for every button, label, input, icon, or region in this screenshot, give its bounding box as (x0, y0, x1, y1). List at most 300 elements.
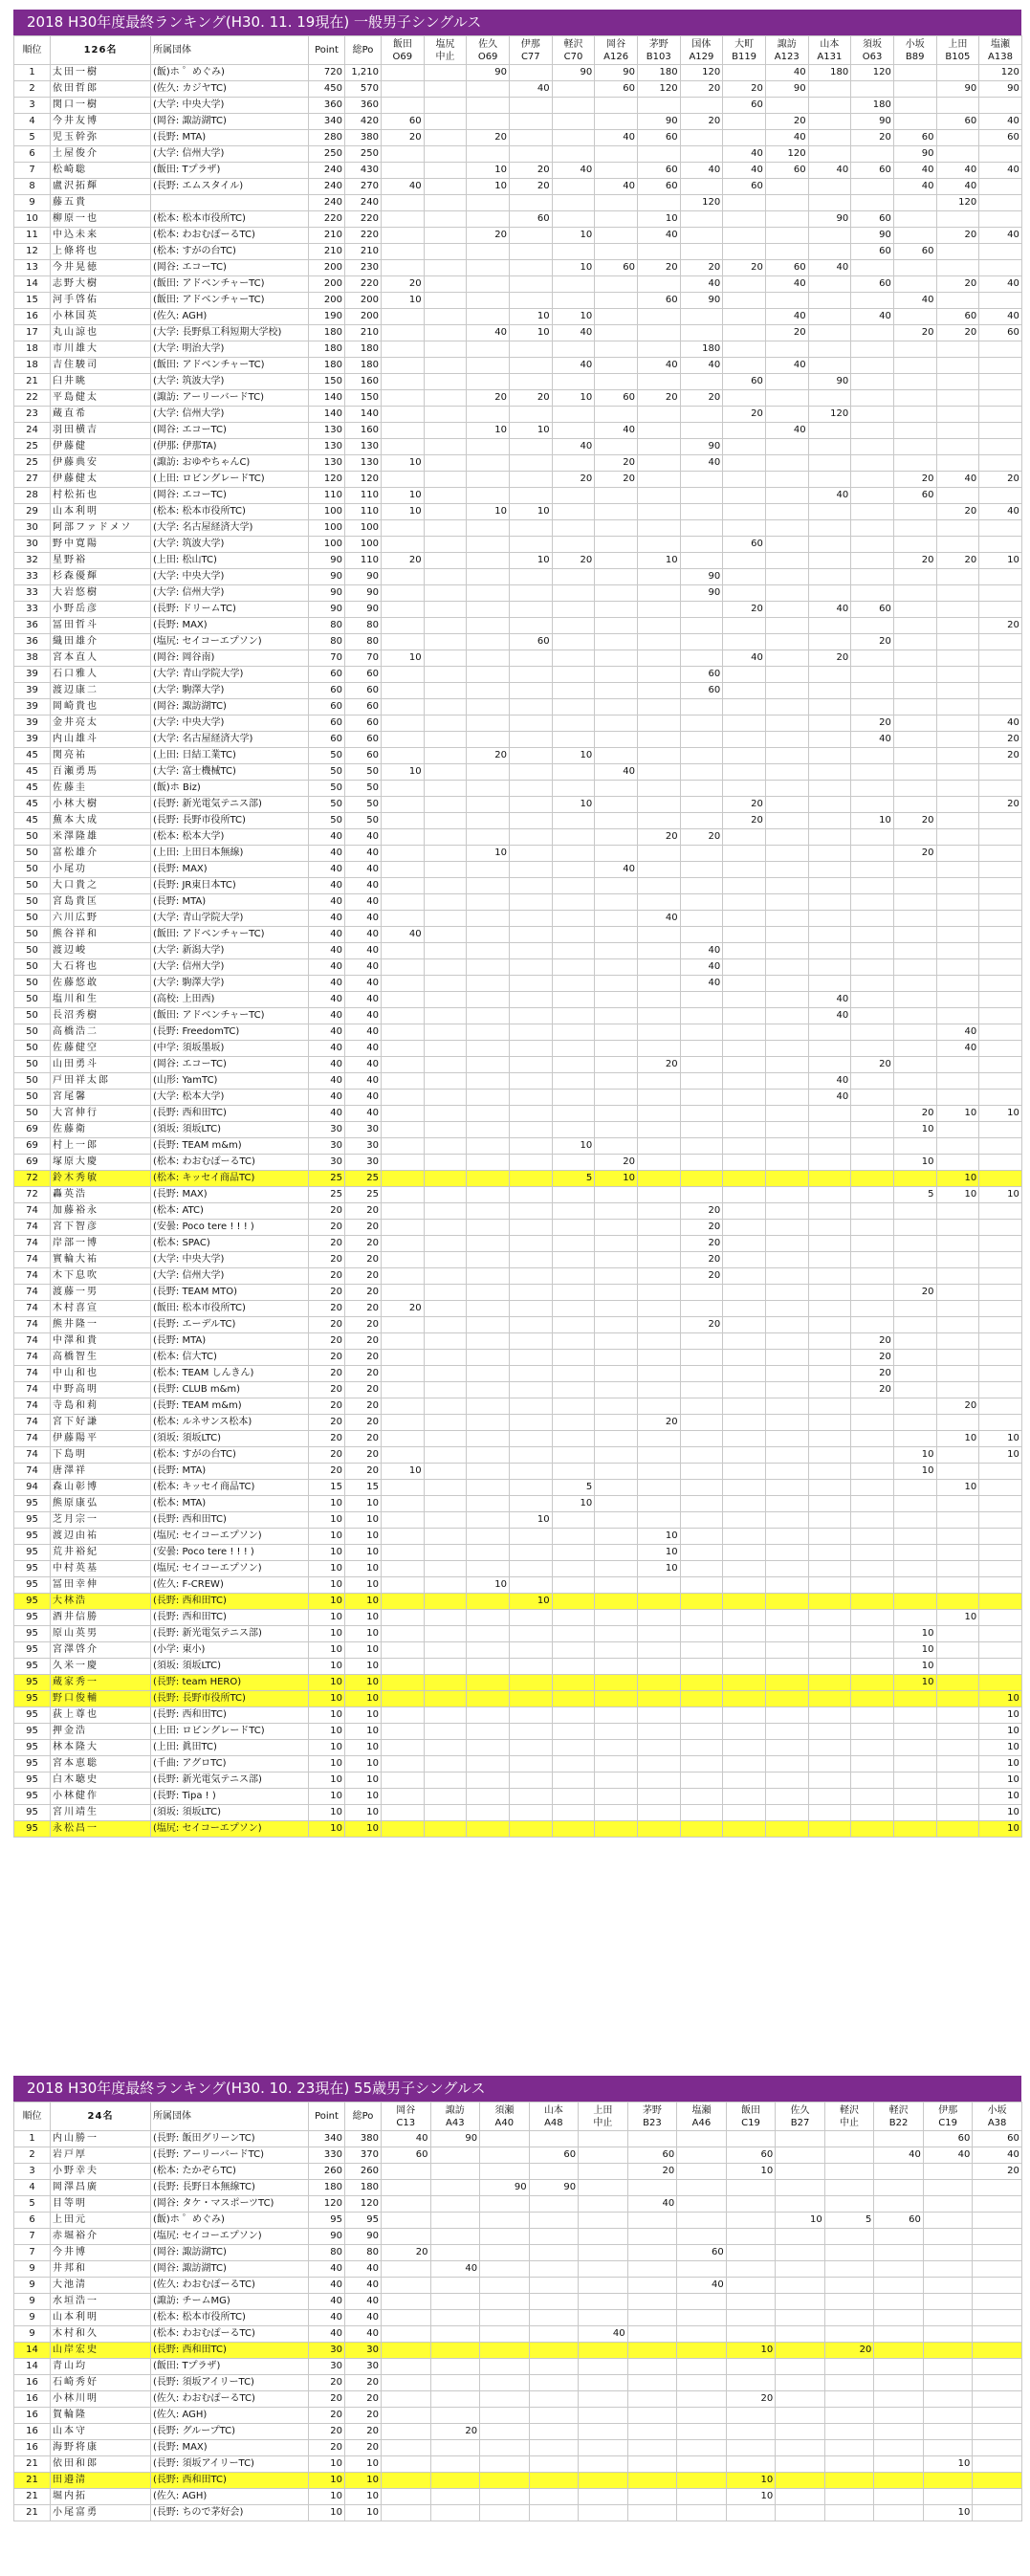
event-points (424, 1464, 467, 1480)
event-points (979, 211, 1022, 228)
event-points (808, 764, 851, 781)
event-points (893, 699, 936, 716)
event-points (467, 1789, 510, 1805)
event-points (637, 1821, 680, 1838)
event-points (552, 1594, 595, 1610)
rank-cell: 14 (14, 2359, 51, 2375)
event-points (723, 1772, 766, 1789)
event-points (509, 1577, 552, 1594)
event-points (723, 748, 766, 764)
event-points (637, 1642, 680, 1659)
event-points (595, 1480, 638, 1496)
player-name: 加藤裕永 (51, 1203, 151, 1220)
rank-cell: 9 (14, 2310, 51, 2326)
event-points (509, 1805, 552, 1821)
player-org: (長野: 新光電気テニス部) (151, 1626, 309, 1642)
player-name: 小林川明 (51, 2391, 151, 2408)
event-points (430, 2147, 480, 2164)
event-points (808, 1220, 851, 1236)
rank-cell: 3 (14, 98, 51, 114)
event-points: 120 (936, 195, 979, 211)
rank-cell: 50 (14, 1090, 51, 1106)
event-points (851, 1772, 894, 1789)
event-code: 中止 (435, 51, 455, 62)
event-points (851, 1642, 894, 1659)
event-points (765, 748, 808, 764)
event-points: 10 (552, 1496, 595, 1512)
event-points (979, 1626, 1022, 1642)
event-points (893, 927, 936, 943)
ranking-row (14, 228, 1022, 244)
event-points (509, 1317, 552, 1333)
event-points (467, 1171, 510, 1187)
player-name: 木下息吹 (51, 1268, 151, 1285)
event-points (851, 1545, 894, 1561)
event-points (424, 81, 467, 98)
ranking-row (14, 927, 1022, 943)
event-points (765, 1577, 808, 1594)
player-org: (松本: キッセイ商品TC) (151, 1171, 309, 1187)
event-points (595, 1090, 638, 1106)
event-points (509, 65, 552, 81)
event-points: 10 (467, 846, 510, 862)
player-org: (大学: 富士機械TC) (151, 764, 309, 781)
event-points (723, 1057, 766, 1073)
event-points: 90 (808, 374, 851, 390)
event-points (723, 927, 766, 943)
player-org: (岡谷: エコーTC) (151, 260, 309, 276)
point-cell: 10 (309, 1707, 345, 1724)
event-points (579, 2456, 628, 2473)
event-points (552, 1805, 595, 1821)
event-points (480, 2391, 530, 2408)
event-points (382, 2343, 431, 2359)
event-points: 40 (808, 602, 851, 618)
event-points (723, 1398, 766, 1415)
event-points (509, 781, 552, 797)
event-points (424, 309, 467, 325)
event-points (808, 1333, 851, 1350)
event-points (509, 764, 552, 781)
event-points (552, 1236, 595, 1252)
event-points (552, 1529, 595, 1545)
event-points (637, 1740, 680, 1756)
event-header (627, 2103, 677, 2131)
event-name: 軽沢 (840, 2104, 860, 2116)
event-points (424, 569, 467, 585)
event-points: 10 (467, 163, 510, 179)
event-points (808, 1512, 851, 1529)
event-points (936, 1577, 979, 1594)
player-name: 目等明 (51, 2196, 151, 2213)
event-points (723, 1724, 766, 1740)
event-points: 10 (637, 553, 680, 569)
event-points (723, 1382, 766, 1398)
event-points (851, 1122, 894, 1138)
event-points (467, 98, 510, 114)
player-name: 山本守 (51, 2424, 151, 2440)
event-points (579, 2391, 628, 2408)
event-points: 20 (936, 276, 979, 293)
rank-cell: 25 (14, 439, 51, 455)
event-points (979, 683, 1022, 699)
event-points (923, 2326, 973, 2343)
event-points (424, 65, 467, 81)
event-points: 180 (680, 341, 723, 358)
event-header (382, 2103, 431, 2131)
event-points: 40 (808, 163, 851, 179)
event-points (467, 1659, 510, 1675)
event-points: 90 (893, 146, 936, 163)
event-points (851, 260, 894, 276)
event-points (552, 683, 595, 699)
event-points (824, 2473, 874, 2489)
total-points-cell: 20 (345, 1252, 382, 1268)
event-points (467, 1772, 510, 1789)
event-points: 20 (382, 2245, 431, 2261)
event-points (973, 2196, 1022, 2213)
event-points (509, 1529, 552, 1545)
event-points (808, 1561, 851, 1577)
event-points: 20 (680, 390, 723, 407)
event-points (680, 1740, 723, 1756)
event-points (509, 1707, 552, 1724)
event-points (923, 2164, 973, 2180)
event-header (424, 36, 467, 65)
event-points (382, 1106, 425, 1122)
event-points (893, 764, 936, 781)
event-points (893, 959, 936, 976)
event-points: 40 (979, 504, 1022, 520)
ranking-row (14, 602, 1022, 618)
point-cell: 40 (309, 2261, 345, 2278)
event-points (552, 1756, 595, 1772)
point-cell: 95 (309, 2213, 345, 2229)
event-points (627, 2408, 677, 2424)
event-points (637, 1090, 680, 1106)
event-points: 20 (382, 1301, 425, 1317)
ranking-row (14, 1431, 1022, 1447)
event-points (637, 1789, 680, 1805)
rank-cell: 27 (14, 472, 51, 488)
rank-cell: 7 (14, 2229, 51, 2245)
event-points (893, 439, 936, 455)
ranking-row (14, 390, 1022, 407)
event-points (893, 1740, 936, 1756)
event-points (467, 1496, 510, 1512)
event-points (680, 846, 723, 862)
ranking-row (14, 569, 1022, 585)
event-points (979, 894, 1022, 911)
event-points (467, 732, 510, 748)
event-points (382, 878, 425, 894)
player-org: (岡谷: タケ・マスポーツTC) (151, 2196, 309, 2213)
event-points (382, 1789, 425, 1805)
event-name: 山本 (543, 2104, 563, 2116)
event-points (467, 472, 510, 488)
event-points (851, 520, 894, 537)
event-points (824, 2131, 874, 2147)
player-name: 久米一慶 (51, 1659, 151, 1675)
player-name: 中村英基 (51, 1561, 151, 1577)
event-points (595, 569, 638, 585)
event-points (973, 2505, 1022, 2521)
event-points (579, 2408, 628, 2424)
event-points (979, 1090, 1022, 1106)
event-points (893, 976, 936, 992)
event-points (595, 732, 638, 748)
event-points (595, 748, 638, 764)
total-points-cell: 130 (345, 455, 382, 472)
event-points: 60 (765, 260, 808, 276)
ranking-row (14, 1545, 1022, 1561)
event-code: O63 (862, 51, 883, 62)
event-points (893, 1772, 936, 1789)
event-points (893, 455, 936, 472)
point-cell: 250 (309, 146, 345, 163)
event-points (851, 423, 894, 439)
ranking-row (14, 325, 1022, 341)
point-cell: 200 (309, 260, 345, 276)
event-points: 10 (893, 1642, 936, 1659)
event-points (382, 862, 425, 878)
event-points (509, 341, 552, 358)
event-points (893, 276, 936, 293)
event-points (595, 1415, 638, 1431)
event-points (723, 1301, 766, 1317)
event-points (936, 244, 979, 260)
event-points: 20 (765, 114, 808, 130)
event-points (680, 374, 723, 390)
event-points (893, 1789, 936, 1805)
event-points (467, 1691, 510, 1707)
event-points (726, 2310, 776, 2326)
event-points (430, 2164, 480, 2180)
event-points (424, 1301, 467, 1317)
event-points (979, 1529, 1022, 1545)
event-points (467, 81, 510, 98)
player-count: 24名 (51, 2103, 151, 2131)
event-points (893, 98, 936, 114)
event-name: 塩瀬 (991, 38, 1011, 50)
event-points (637, 1756, 680, 1772)
event-points (979, 1301, 1022, 1317)
event-points (874, 2473, 924, 2489)
ranking-row (14, 1512, 1022, 1529)
point-cell: 90 (309, 553, 345, 569)
event-points (595, 1041, 638, 1057)
event-points (480, 2375, 530, 2391)
point-cell: 20 (309, 2440, 345, 2456)
event-points (677, 2343, 727, 2359)
event-name: 諏訪 (777, 38, 797, 50)
event-points (637, 1480, 680, 1496)
ranking-row (14, 2131, 1022, 2147)
event-points (723, 1203, 766, 1220)
event-points (893, 195, 936, 211)
point-cell: 180 (309, 341, 345, 358)
event-points (637, 520, 680, 537)
rank-cell: 33 (14, 602, 51, 618)
event-points (824, 2261, 874, 2278)
total-points-cell: 10 (345, 2456, 382, 2473)
event-points: 60 (874, 2213, 924, 2229)
ranking-row (14, 1220, 1022, 1236)
event-points (637, 732, 680, 748)
event-points (382, 2424, 431, 2440)
event-points (936, 1529, 979, 1545)
point-cell: 40 (309, 959, 345, 976)
event-points (936, 488, 979, 504)
rank-cell: 50 (14, 846, 51, 862)
total-points-cell: 30 (345, 2359, 382, 2375)
event-points (776, 2456, 825, 2473)
event-points (467, 1529, 510, 1545)
event-points (979, 260, 1022, 276)
player-name: 上田元 (51, 2213, 151, 2229)
event-points (808, 1447, 851, 1464)
event-name: 佐久 (478, 38, 498, 50)
point-cell: 140 (309, 407, 345, 423)
rank-cell: 2 (14, 2147, 51, 2164)
event-points (637, 1675, 680, 1691)
player-name: 酒井信勝 (51, 1610, 151, 1626)
event-points (424, 1642, 467, 1659)
total-points-cell: 250 (345, 146, 382, 163)
point-cell: 90 (309, 2229, 345, 2245)
point-cell: 20 (309, 1236, 345, 1252)
event-points (973, 2391, 1022, 2408)
event-points (936, 1415, 979, 1431)
event-points (424, 1333, 467, 1350)
point-cell: 100 (309, 537, 345, 553)
event-points (808, 1057, 851, 1073)
event-points (637, 1106, 680, 1122)
event-points: 60 (726, 2147, 776, 2164)
event-points (509, 455, 552, 472)
player-org: (長野: 長野市役所TC) (151, 813, 309, 829)
player-name: 岡崎貴也 (51, 699, 151, 716)
event-points (979, 1545, 1022, 1561)
player-org: (大学: 新潟大学) (151, 943, 309, 959)
event-points (680, 1577, 723, 1594)
event-points (552, 569, 595, 585)
event-points: 60 (595, 260, 638, 276)
event-points: 40 (637, 911, 680, 927)
player-name: 金井亮太 (51, 716, 151, 732)
event-points: 20 (509, 390, 552, 407)
event-points (552, 1301, 595, 1317)
event-points (979, 1398, 1022, 1415)
event-points (979, 650, 1022, 667)
event-points (723, 976, 766, 992)
event-points (893, 634, 936, 650)
event-points (637, 504, 680, 520)
event-points (382, 2473, 431, 2489)
point-cell: 60 (309, 667, 345, 683)
event-points (808, 1415, 851, 1431)
ranking-row (14, 1350, 1022, 1366)
event-name: 岡谷 (396, 2104, 416, 2116)
event-points (851, 1577, 894, 1594)
event-points: 10 (637, 211, 680, 228)
ranking-row (14, 374, 1022, 390)
event-points (467, 1350, 510, 1366)
event-points (552, 1464, 595, 1480)
player-name: 宮本恵聡 (51, 1756, 151, 1772)
event-points (509, 1008, 552, 1024)
event-points (851, 1415, 894, 1431)
player-name: 戸田祥太郎 (51, 1073, 151, 1090)
event-points (765, 179, 808, 195)
event-points (851, 1073, 894, 1090)
event-points (936, 1155, 979, 1171)
event-points: 20 (680, 1236, 723, 1252)
total-points-cell: 60 (345, 748, 382, 764)
total-points-cell: 1,210 (345, 65, 382, 81)
event-points: 60 (979, 130, 1022, 146)
event-header (973, 2103, 1022, 2131)
event-points (979, 927, 1022, 943)
event-points: 20 (680, 1317, 723, 1333)
player-name: 渡辺峻 (51, 943, 151, 959)
event-points (424, 163, 467, 179)
event-points (973, 2229, 1022, 2245)
event-points (627, 2131, 677, 2147)
event-points (509, 992, 552, 1008)
total-points-cell: 240 (345, 195, 382, 211)
event-points (529, 2489, 579, 2505)
player-name: 大石将也 (51, 959, 151, 976)
event-points (424, 1626, 467, 1642)
event-header (726, 2103, 776, 2131)
event-points: 180 (637, 65, 680, 81)
event-points (893, 1545, 936, 1561)
event-points (936, 1464, 979, 1480)
event-points (726, 2456, 776, 2473)
event-points (552, 716, 595, 732)
event-points (424, 1057, 467, 1073)
point-cell: 60 (309, 732, 345, 748)
event-points (467, 1398, 510, 1415)
event-points (893, 1220, 936, 1236)
event-points (765, 1610, 808, 1626)
player-name: 宮下好謙 (51, 1415, 151, 1431)
event-points (680, 179, 723, 195)
player-name: 米澤隆雄 (51, 829, 151, 846)
event-points (424, 537, 467, 553)
event-points (552, 407, 595, 423)
rank-cell: 74 (14, 1220, 51, 1236)
event-points (979, 1008, 1022, 1024)
rank-cell: 5 (14, 2196, 51, 2213)
total-points-cell: 50 (345, 813, 382, 829)
event-code: C19 (741, 2117, 760, 2128)
rank-cell: 74 (14, 1252, 51, 1268)
event-name: 軽沢 (563, 38, 583, 50)
event-points (808, 1252, 851, 1268)
total-points-cell: 10 (345, 1675, 382, 1691)
event-points (874, 2489, 924, 2505)
event-points: 120 (851, 65, 894, 81)
event-points (529, 2131, 579, 2147)
event-code: C77 (520, 51, 540, 62)
event-points (424, 748, 467, 764)
rank-cell: 29 (14, 504, 51, 520)
player-org: (大学: 中央大学) (151, 569, 309, 585)
event-points (382, 1431, 425, 1447)
event-points (382, 976, 425, 992)
